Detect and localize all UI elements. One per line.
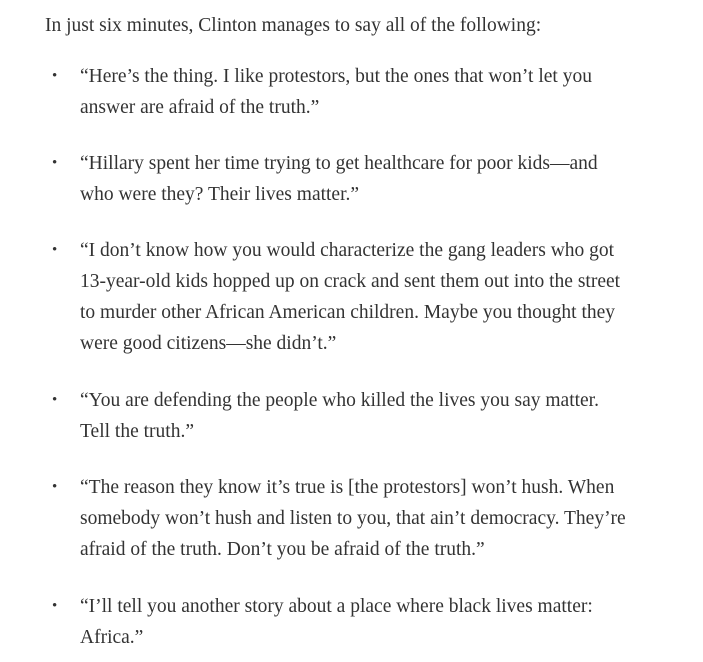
quote-line: afraid of the truth. Don’t you be afraid of the truth.” [80, 539, 485, 560]
quote-line: “Here’s the thing. I like protestors, but the ones that won’t let you [80, 66, 592, 87]
quote-line: were good citizens—she didn’t.” [80, 333, 337, 354]
bullet-icon: • [52, 242, 58, 258]
quote-line: “The reason they know it’s true is [the protestors] won’t hush. When [80, 477, 615, 498]
quote-line: 13-year-old kids hopped up on crack and sent them out into the street [80, 271, 621, 292]
quote-line: somebody won’t hush and listen to you, that ain’t democracy. They’re [80, 508, 626, 529]
quote-line: to murder other African American children. Maybe you thought they [80, 302, 616, 323]
quote-line: “Hillary spent her time trying to get healthcare for poor kids—and [80, 153, 598, 174]
bullet-icon: • [52, 68, 58, 84]
bullet-icon: • [52, 598, 58, 614]
quote-text [80, 591, 685, 653]
quote-line: Tell the truth.” [80, 421, 194, 442]
bullet-icon: • [52, 392, 58, 408]
intro-paragraph: In just six minutes, Clinton manages to say all of the following: [45, 15, 542, 36]
quote-line: “You are defending the people who killed the lives you say matter. [80, 390, 599, 411]
quote-text [80, 148, 685, 210]
bullet-icon: • [52, 479, 58, 495]
quote-text [80, 385, 685, 447]
quote-line: who were they? Their lives matter.” [80, 184, 360, 205]
quote-line: Africa.” [80, 627, 144, 648]
quote-line: “I don’t know how you would characterize the gang leaders who got [80, 240, 615, 261]
quote-text [80, 61, 685, 123]
bullet-icon: • [52, 155, 58, 171]
quote-text [80, 235, 685, 359]
quote-line: answer are afraid of the truth.” [80, 97, 320, 118]
quote-text [80, 472, 685, 565]
quote-line: “I’ll tell you another story about a place where black lives matter: [80, 596, 593, 617]
